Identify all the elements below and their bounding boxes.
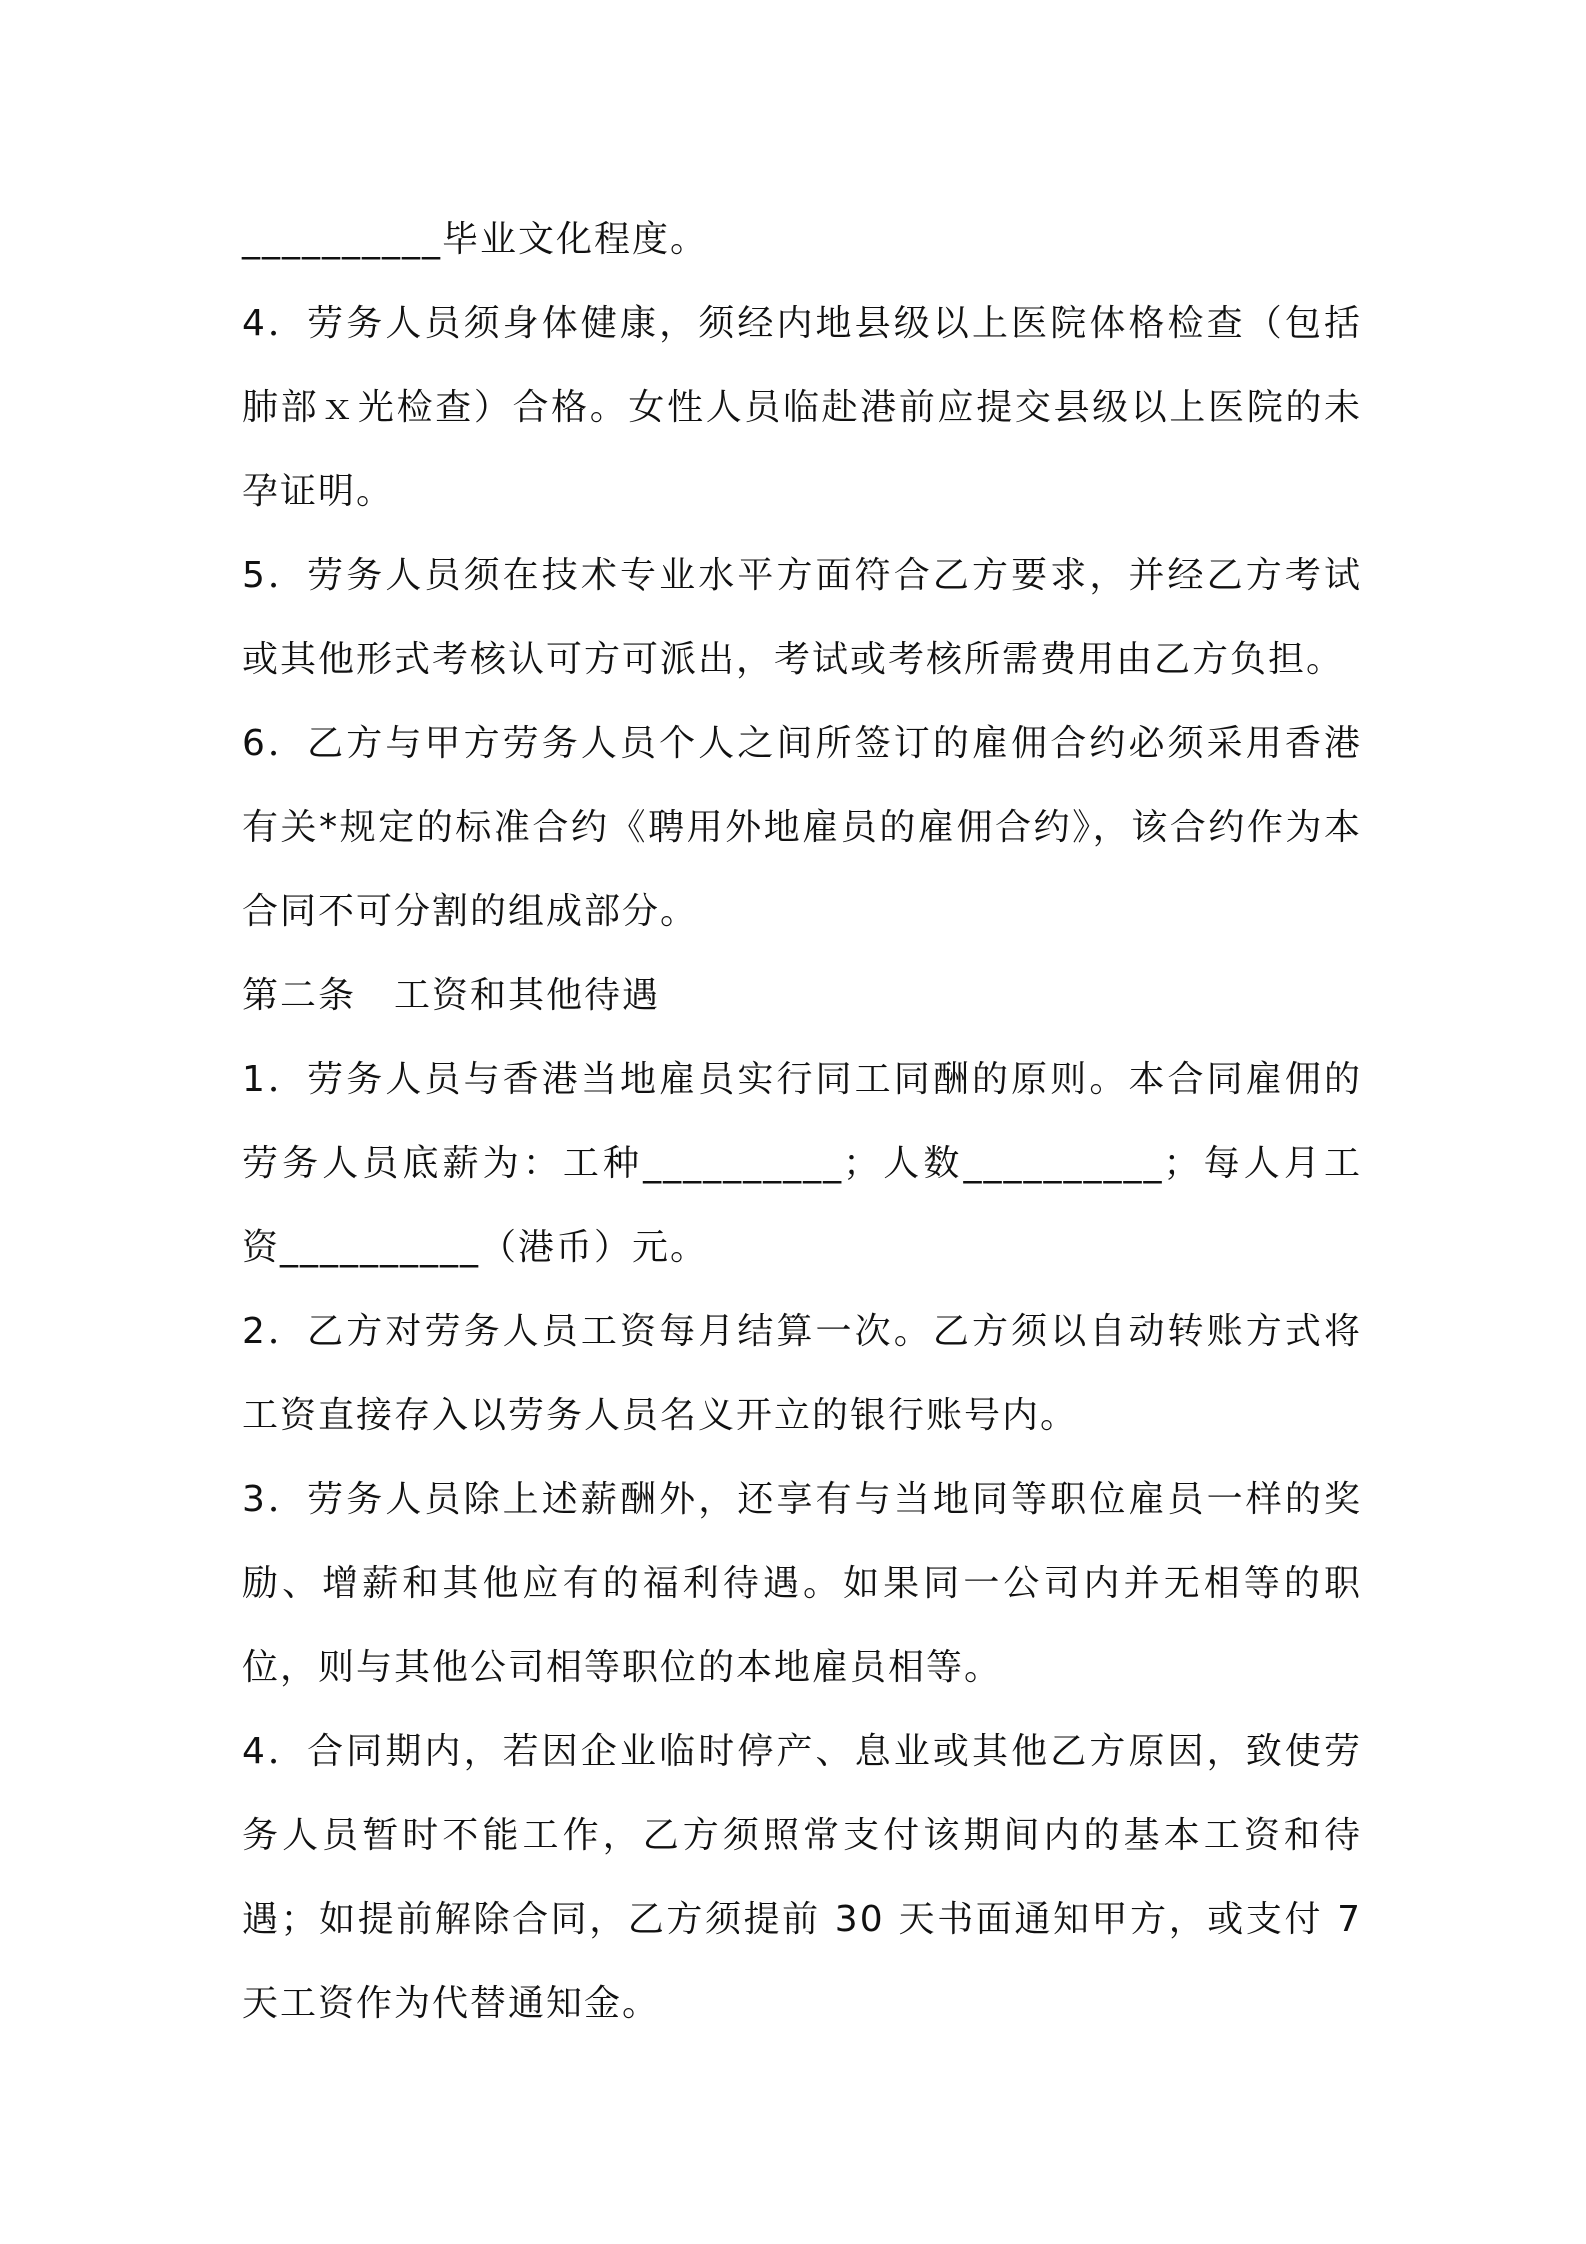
- document-page: [242, 198, 1362, 2046]
- paragraph-technical-requirement: 5．劳务人员须在技术专业水平方面符合乙方要求，并经乙方考试或其他形式考核认可方可派出，考试或考核所需费用由乙方负担。: [242, 555, 1362, 680]
- paragraph-suspension-pay: 4．合同期内，若因企业临时停产、息业或其他乙方原因，致使劳务人员暂时不能工作，乙方须照常支付该期间内的基本工资和待遇；如提前解除合同，乙方须提前 30 天书面通知甲方，或支付 7 天工资作为代替通知金。: [242, 1731, 1362, 2024]
- section-heading-wages: 第二条 工资和其他待遇: [242, 975, 661, 1016]
- paragraph-health-requirement: 4．劳务人员须身体健康，须经内地县级以上医院体格检查（包括肺部ｘ光检查）合格。女性人员临赴港前应提交县级以上医院的未孕证明。: [242, 303, 1362, 512]
- paragraph-equal-pay: 1．劳务人员与香港当地雇员实行同工同酬的原则。本合同雇佣的劳务人员底薪为：工种__________；人数__________；每人月工资__________（港币）元。: [242, 1059, 1362, 1268]
- paragraph-education-level: __________毕业文化程度。: [242, 219, 709, 260]
- paragraph-benefits: 3．劳务人员除上述薪酬外，还享有与当地同等职位雇员一样的奖励、增薪和其他应有的福利待遇。如果同一公司内并无相等的职位，则与其他公司相等职位的本地雇员相等。: [242, 1479, 1362, 1688]
- paragraph-monthly-settlement: 2．乙方对劳务人员工资每月结算一次。乙方须以自动转账方式将工资直接存入以劳务人员名义开立的银行账号内。: [242, 1311, 1362, 1436]
- paragraph-employment-contract: 6．乙方与甲方劳务人员个人之间所签订的雇佣合约必须采用香港有关*规定的标准合约《聘用外地雇员的雇佣合约》，该合约作为本合同不可分割的组成部分。: [242, 723, 1362, 932]
